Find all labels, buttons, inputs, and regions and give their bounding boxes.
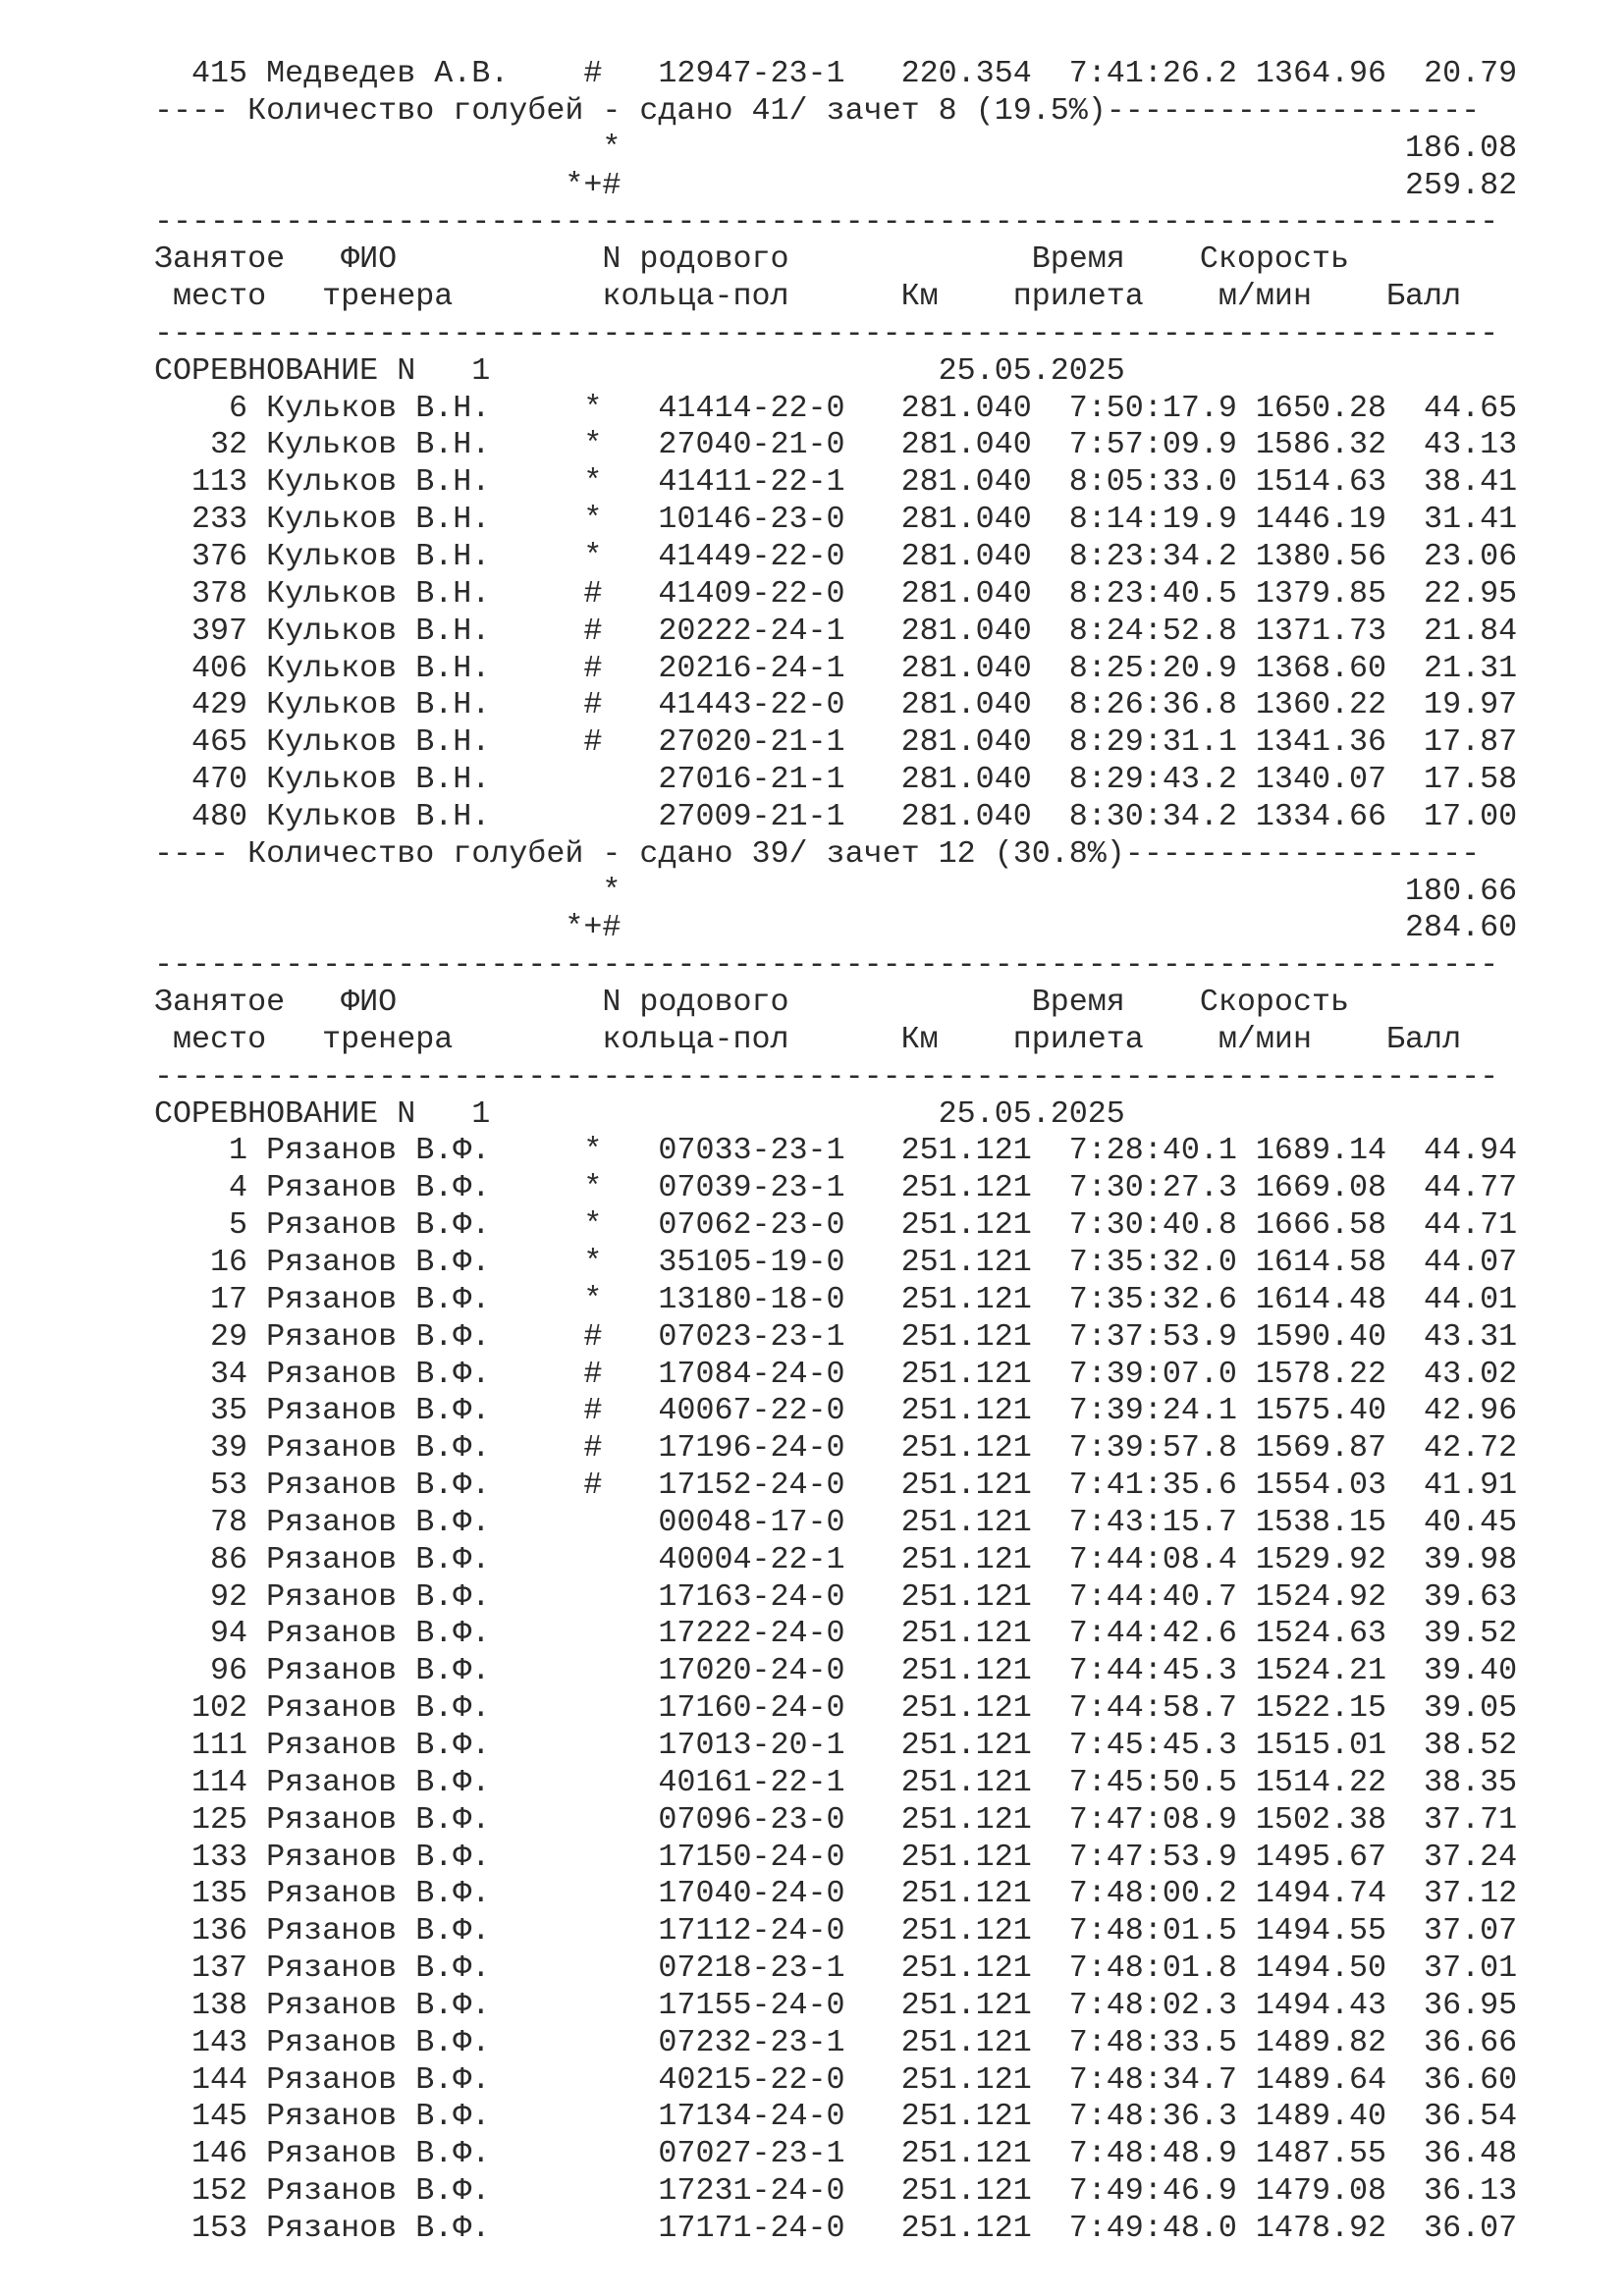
- summary-line: ---- Количество голубей - сдано 39/ зачет 12 (30.8%)-------------------: [154, 835, 1481, 872]
- results-printout: [154, 56, 1517, 2248]
- result-row: 1 Рязанов В.Ф. * 07033-23-1 251.121 7:28:40.1 1689.14 44.94: [154, 1133, 1518, 1169]
- result-row: 32 Кульков В.Н. * 27040-21-0 281.040 7:57:09.9 1586.32 43.13: [154, 427, 1518, 463]
- result-row: 53 Рязанов В.Ф. # 17152-24-0 251.121 7:41:35.6 1554.03 41.91: [154, 1468, 1518, 1504]
- result-row: 376 Кульков В.Н. * 41449-22-0 281.040 8:23:34.2 1380.56 23.06: [154, 538, 1518, 574]
- result-row: 34 Рязанов В.Ф. # 17084-24-0 251.121 7:39:07.0 1578.22 43.02: [154, 1356, 1518, 1392]
- result-row: 102 Рязанов В.Ф. 17160-24-0 251.121 7:44:58.7 1522.15 39.05: [154, 1690, 1518, 1727]
- competition-line: СОРЕВНОВАНИЕ N 1 25.05.2025: [154, 352, 1125, 389]
- result-row: 113 Кульков В.Н. * 41411-22-1 281.040 8:05:33.0 1514.63 38.41: [154, 464, 1518, 501]
- result-row: 16 Рязанов В.Ф. * 35105-19-0 251.121 7:35:32.0 1614.58 44.07: [154, 1245, 1518, 1280]
- result-row: 233 Кульков В.Н. * 10146-23-0 281.040 8:14:19.9 1446.19 31.41: [154, 502, 1518, 538]
- subtotal-line: * 180.66: [154, 873, 1518, 909]
- result-row: 86 Рязанов В.Ф. 40004-22-1 251.121 7:44:08.4 1529.92 39.98: [154, 1541, 1518, 1577]
- result-row: 94 Рязанов В.Ф. 17222-24-0 251.121 7:44:42.6 1524.63 39.52: [154, 1616, 1518, 1652]
- result-row: 406 Кульков В.Н. # 20216-24-1 281.040 8:25:20.9 1368.60 21.31: [154, 650, 1518, 686]
- result-row: 152 Рязанов В.Ф. 17231-24-0 251.121 7:49:46.9 1479.08 36.13: [154, 2173, 1518, 2210]
- result-row: 29 Рязанов В.Ф. # 07023-23-1 251.121 7:37:53.9 1590.40 43.31: [154, 1318, 1518, 1355]
- result-row: 415 Медведев А.В. # 12947-23-1 220.354 7:41:26.2 1364.96 20.79: [154, 56, 1518, 91]
- result-row: 397 Кульков В.Н. # 20222-24-1 281.040 8:24:52.8 1371.73 21.84: [154, 613, 1518, 649]
- result-row: 137 Рязанов В.Ф. 07218-23-1 251.121 7:48:01.8 1494.50 37.01: [154, 1950, 1518, 1987]
- result-row: 111 Рязанов В.Ф. 17013-20-1 251.121 7:45:45.3 1515.01 38.52: [154, 1727, 1518, 1763]
- result-row: 135 Рязанов В.Ф. 17040-24-0 251.121 7:48:00.2 1494.74 37.12: [154, 1876, 1518, 1912]
- result-row: 114 Рязанов В.Ф. 40161-22-1 251.121 7:45:50.5 1514.22 38.35: [154, 1764, 1518, 1800]
- separator-line: ------------------------------------------------------------------------: [154, 1058, 1499, 1095]
- result-row: 133 Рязанов В.Ф. 17150-24-0 251.121 7:47:53.9 1495.67 37.24: [154, 1839, 1518, 1875]
- summary-line: ---- Количество голубей - сдано 41/ зачет 8 (19.5%)--------------------: [154, 92, 1481, 129]
- result-row: 145 Рязанов В.Ф. 17134-24-0 251.121 7:48:36.3 1489.40 36.54: [154, 2099, 1518, 2135]
- result-row: 4 Рязанов В.Ф. * 07039-23-1 251.121 7:30:27.3 1669.08 44.77: [154, 1170, 1518, 1206]
- result-row: 125 Рязанов В.Ф. 07096-23-0 251.121 7:47:08.9 1502.38 37.71: [154, 1801, 1518, 1838]
- separator-line: ------------------------------------------------------------------------: [154, 315, 1499, 351]
- result-row: 6 Кульков В.Н. * 41414-22-0 281.040 7:50:17.9 1650.28 44.65: [154, 390, 1518, 426]
- result-row: 378 Кульков В.Н. # 41409-22-0 281.040 8:23:40.5 1379.85 22.95: [154, 575, 1518, 612]
- result-row: 39 Рязанов В.Ф. # 17196-24-0 251.121 7:39:57.8 1569.87 42.72: [154, 1430, 1518, 1467]
- result-row: 92 Рязанов В.Ф. 17163-24-0 251.121 7:44:40.7 1524.92 39.63: [154, 1578, 1518, 1615]
- result-row: 5 Рязанов В.Ф. * 07062-23-0 251.121 7:30:40.8 1666.58 44.71: [154, 1207, 1518, 1244]
- result-row: 35 Рязанов В.Ф. # 40067-22-0 251.121 7:39:24.1 1575.40 42.96: [154, 1393, 1518, 1429]
- result-row: 146 Рязанов В.Ф. 07027-23-1 251.121 7:48:48.9 1487.55 36.48: [154, 2136, 1518, 2172]
- result-row: 144 Рязанов В.Ф. 40215-22-0 251.121 7:48:34.7 1489.64 36.60: [154, 2061, 1518, 2098]
- result-row: 470 Кульков В.Н. 27016-21-1 281.040 8:29:43.2 1340.07 17.58: [154, 762, 1518, 798]
- result-row: 153 Рязанов В.Ф. 17171-24-0 251.121 7:49:48.0 1478.92 36.07: [154, 2210, 1518, 2246]
- result-row: 96 Рязанов В.Ф. 17020-24-0 251.121 7:44:45.3 1524.21 39.40: [154, 1653, 1518, 1689]
- result-row: 78 Рязанов В.Ф. 00048-17-0 251.121 7:43:15.7 1538.15 40.45: [154, 1504, 1518, 1540]
- result-row: 465 Кульков В.Н. # 27020-21-1 281.040 8:29:31.1 1341.36 17.87: [154, 724, 1518, 761]
- column-header: Занятое ФИО N родового Время Скорость: [154, 985, 1349, 1021]
- separator-line: ------------------------------------------------------------------------: [154, 947, 1499, 984]
- result-row: 136 Рязанов В.Ф. 17112-24-0 251.121 7:48:01.5 1494.55 37.07: [154, 1913, 1518, 1949]
- result-row: 143 Рязанов В.Ф. 07232-23-1 251.121 7:48:33.5 1489.82 36.66: [154, 2024, 1518, 2060]
- column-header: место тренера кольца-пол Км прилета м/мин Балл: [154, 1021, 1462, 1057]
- subtotal-line: * 186.08: [154, 130, 1518, 166]
- subtotal-line: *+# 284.60: [154, 910, 1518, 946]
- result-row: 480 Кульков В.Н. 27009-21-1 281.040 8:30:34.2 1334.66 17.00: [154, 798, 1518, 834]
- column-header: место тренера кольца-пол Км прилета м/мин Балл: [154, 279, 1462, 315]
- result-row: 429 Кульков В.Н. # 41443-22-0 281.040 8:26:36.8 1360.22 19.97: [154, 687, 1518, 723]
- competition-line: СОРЕВНОВАНИЕ N 1 25.05.2025: [154, 1095, 1125, 1132]
- separator-line: ------------------------------------------------------------------------: [154, 204, 1499, 240]
- result-row: 138 Рязанов В.Ф. 17155-24-0 251.121 7:48:02.3 1494.43 36.95: [154, 1987, 1518, 2023]
- subtotal-line: *+# 259.82: [154, 167, 1518, 203]
- result-row: 17 Рязанов В.Ф. * 13180-18-0 251.121 7:35:32.6 1614.48 44.01: [154, 1281, 1518, 1317]
- column-header: Занятое ФИО N родового Время Скорость: [154, 241, 1349, 278]
